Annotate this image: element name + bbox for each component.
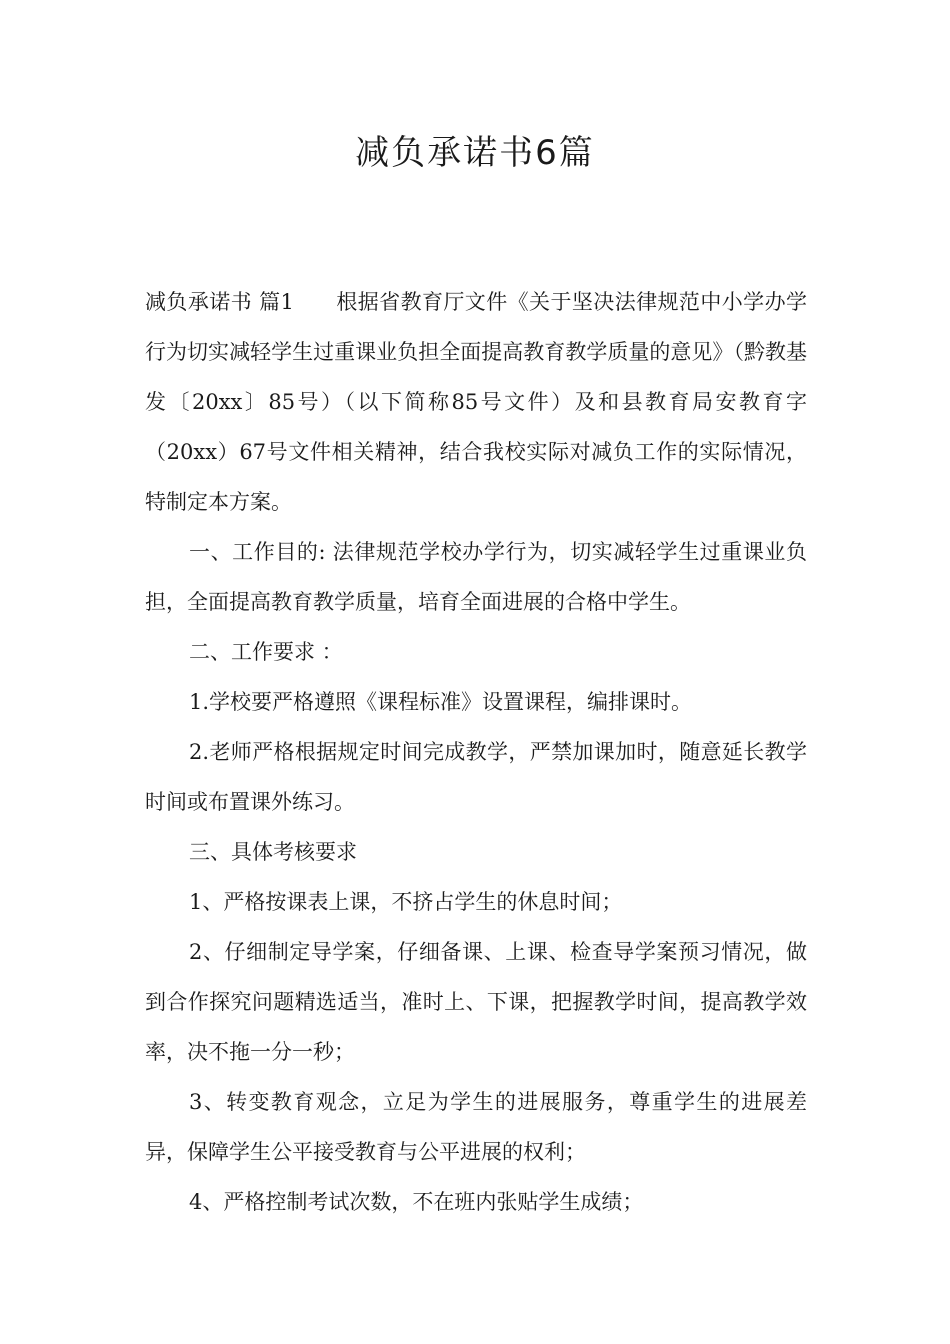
section-heading: 减负承诺书 篇1 xyxy=(145,290,294,314)
paragraph: 三、具体考核要求 xyxy=(189,840,357,864)
paragraph: 4、严格控制考试次数，不在班内张贴学生成绩； xyxy=(189,1190,644,1214)
paragraph-text: 根据省教育厅文件《关于坚决法律规范中小学办学行为切实减轻学生过重课业负担全面提高教育教学质量的意见》（黔教基发〔20xx〕85号）（以下简称85号文件）及和县教育局安教育字（20xx）67号文件相关精神，结合我校实际对减负工作的实际情况，特制定本方案。 xyxy=(145,290,807,514)
paragraph-intro xyxy=(145,277,807,527)
paragraph: 3、转变教育观念，立足为学生的进展服务，尊重学生的进展差异，保障学生公平接受教育与公平进展的权利； xyxy=(145,1090,807,1164)
paragraph: 1.学校要严格遵照《课程标准》设置课程，编排课时。 xyxy=(189,690,693,714)
paragraph: 2.老师严格根据规定时间完成教学，严禁加课加时，随意延长教学时间或布置课外练习。 xyxy=(145,740,807,814)
paragraph: 2、仔细制定导学案，仔细备课、上课、检查导学案预习情况，做到合作探究问题精选适当，准时上、下课，把握教学时间，提高教学效率，决不拖一分一秒； xyxy=(145,940,807,1064)
document-body xyxy=(145,277,807,1227)
paragraph: 二、工作要求 ： xyxy=(189,640,343,664)
document-title: 减负承诺书6篇 xyxy=(355,133,595,173)
paragraph: 1、严格按课表上课，不挤占学生的休息时间； xyxy=(189,890,623,914)
paragraph: 一、工作目的: 法律规范学校办学行为，切实减轻学生过重课业负担，全面提高教育教学质量，培育全面进展的合格中学生。 xyxy=(145,540,807,614)
